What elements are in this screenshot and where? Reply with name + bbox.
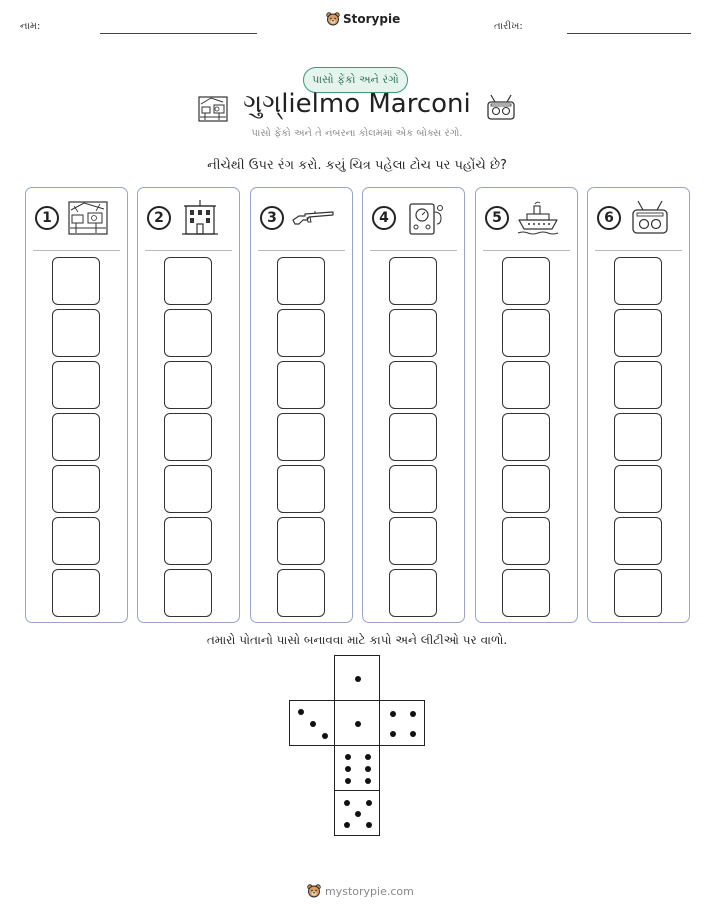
game-badge: પાસો ફેંકો અને રંગો [303,67,408,93]
color-box[interactable] [389,309,437,357]
color-box[interactable] [277,569,325,617]
workshop-icon [66,198,110,238]
column-divider [483,250,570,251]
column-number: 6 [597,206,621,230]
color-box[interactable] [164,257,212,305]
column-number: 1 [35,206,59,230]
color-box[interactable] [52,569,100,617]
color-box[interactable] [277,361,325,409]
column-divider [595,250,682,251]
pip [298,709,304,715]
color-box[interactable] [52,361,100,409]
ship-icon [516,198,560,238]
pip [355,721,361,727]
column-4 [362,187,465,623]
color-box[interactable] [164,413,212,461]
pip [355,811,361,817]
telegraph-device-icon [403,198,447,238]
column-header [26,188,127,250]
color-box[interactable] [277,309,325,357]
color-box[interactable] [389,569,437,617]
color-box[interactable] [164,517,212,565]
color-box[interactable] [502,517,550,565]
question: નીચેથી ઉપર રંગ કરો. કયું ચિત્ર પહેલા ટોચ પર પહોંચે છે? [207,158,507,173]
color-box[interactable] [614,569,662,617]
color-box[interactable] [277,413,325,461]
color-box[interactable] [502,361,550,409]
dice-face-1 [334,700,380,746]
pip [344,800,350,806]
bear-icon [307,884,321,898]
column-number: 2 [147,206,171,230]
pip [365,754,371,760]
color-box[interactable] [502,413,550,461]
pip [310,721,316,727]
dice-face-1 [334,655,380,701]
color-box[interactable] [502,465,550,513]
logo-text: Storypie [343,12,401,26]
footer-url[interactable]: mystorypie.com [325,884,414,898]
dice-face-4 [379,700,425,746]
date-label: તારીખ: [494,21,523,32]
column-header [476,188,577,250]
pip [365,778,371,784]
column-3 [250,187,353,623]
color-box[interactable] [614,465,662,513]
color-box[interactable] [614,413,662,461]
column-2 [137,187,240,623]
color-box[interactable] [614,361,662,409]
cut-instruction: તમારો પોતાનો પાસો બનાવવા માટે કાપો અને લીટીઓ પર વાળો. [206,633,508,647]
column-header [138,188,239,250]
color-box[interactable] [164,465,212,513]
color-box[interactable] [614,517,662,565]
pip [345,778,351,784]
instructions: પાસો ફેંકો અને તે નંબરના કોલમમાં એક બોક્સ રંગો. [251,128,463,139]
footer [307,884,414,898]
column-number: 3 [260,206,284,230]
column-header [251,188,352,250]
column-1 [25,187,128,623]
color-box[interactable] [502,257,550,305]
name-label: નામ: [20,21,41,32]
color-box[interactable] [389,517,437,565]
color-box[interactable] [502,569,550,617]
pip [365,766,371,772]
column-6 [587,187,690,623]
dice-face-6 [334,745,380,791]
color-box[interactable] [502,309,550,357]
pip [345,754,351,760]
pip [390,711,396,717]
page-title: ગુગ્lielmo Marconi [243,89,471,119]
pip [322,733,328,739]
name-line [100,33,257,34]
rifle-icon [291,198,335,238]
color-box[interactable] [614,257,662,305]
color-box[interactable] [277,517,325,565]
column-divider [33,250,120,251]
dice-face-5 [334,790,380,836]
column-5 [475,187,578,623]
color-box[interactable] [389,465,437,513]
color-box[interactable] [52,257,100,305]
color-box[interactable] [52,309,100,357]
pip [390,731,396,737]
building-icon [178,198,222,238]
color-box[interactable] [52,465,100,513]
column-divider [145,250,232,251]
color-box[interactable] [52,413,100,461]
pip [345,766,351,772]
storypie-logo [326,12,400,26]
column-number: 5 [485,206,509,230]
color-box[interactable] [389,413,437,461]
pip [410,711,416,717]
color-box[interactable] [277,465,325,513]
color-box[interactable] [164,309,212,357]
color-box[interactable] [277,257,325,305]
radio-icon [628,198,672,238]
pip [410,731,416,737]
column-divider [370,250,457,251]
date-line [567,33,691,34]
pip [355,676,361,682]
color-box[interactable] [389,361,437,409]
pip [366,800,372,806]
bear-icon [326,12,340,26]
pip [366,822,372,828]
color-box[interactable] [52,517,100,565]
column-number: 4 [372,206,396,230]
color-box[interactable] [614,309,662,357]
color-box[interactable] [164,361,212,409]
color-box[interactable] [389,257,437,305]
color-box[interactable] [164,569,212,617]
pip [344,822,350,828]
column-header [363,188,464,250]
column-divider [258,250,345,251]
radio-icon [485,92,517,124]
dice-face-3 [289,700,335,746]
column-header [588,188,689,250]
